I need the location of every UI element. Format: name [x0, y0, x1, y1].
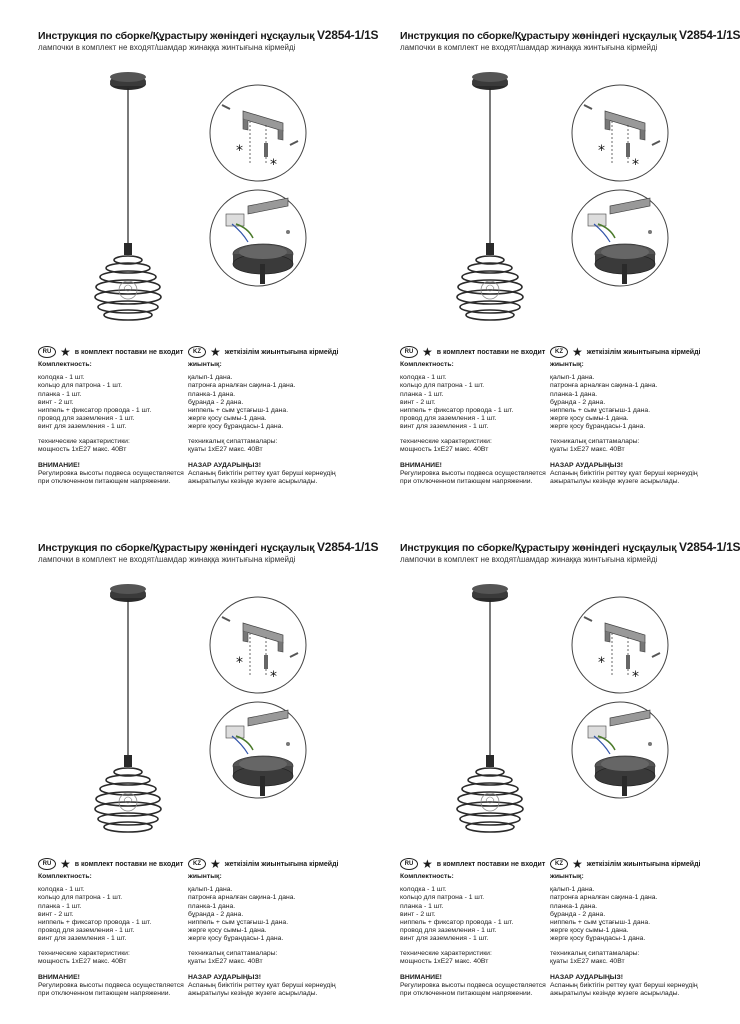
- ru-column: [38, 361, 188, 487]
- svg-text:*: *: [236, 655, 243, 671]
- kz-warning-line: Аспаның биіктігін реттеу қуат беруші кернеудің: [550, 470, 698, 478]
- kz-warning-heading: НАЗАР АУДАРЫҢЫЗ!: [550, 462, 623, 470]
- model-number: V2854-1/1S: [316, 540, 379, 554]
- kz-column: [188, 873, 338, 999]
- ru-specs-heading: технические характеристики:: [38, 949, 130, 957]
- page-title: Инструкция по сборке/Құрастыру жөніндегі нұсқаулық V2854-1/1S: [38, 540, 379, 554]
- ru-warning-heading: ВНИМАНИЕ!: [400, 974, 442, 982]
- ru-column: [400, 361, 550, 487]
- kz-badge: KZ: [188, 858, 206, 870]
- list-item: планка-1 дана.: [550, 902, 598, 910]
- list-item: винт - 2 шт.: [38, 398, 74, 406]
- pendant-lamp-illustration: [445, 68, 535, 323]
- list-item: колодка - 1 шт.: [38, 886, 85, 894]
- page-title: Инструкция по сборке/Құрастыру жөніндегі нұсқаулық V2854-1/1S: [400, 28, 740, 42]
- list-item: винт - 2 шт.: [400, 398, 436, 406]
- star-icon: ★: [572, 345, 583, 359]
- svg-text:*: *: [236, 143, 243, 159]
- ru-warning-line: Регулировка высоты подвеса осуществляется: [38, 982, 184, 990]
- ru-warning-line: при отключенном питающем напряжении.: [400, 990, 533, 998]
- list-item: колодка - 1 шт.: [400, 886, 447, 894]
- kz-warning-line: Аспаның биіктігін реттеу қуат беруші кернеудің: [550, 982, 698, 990]
- ru-specs-heading: технические характеристики:: [400, 437, 492, 445]
- list-item: ниппель + фиксатор провода - 1 шт.: [400, 919, 514, 927]
- kz-note: KZ ★ жеткізілім жиынтығына кірмейді: [188, 858, 339, 870]
- kz-specs-heading: техникалық сипаттамалары:: [188, 949, 278, 957]
- ru-warning-heading: ВНИМАНИЕ!: [400, 462, 442, 470]
- ru-badge: RU: [38, 346, 56, 358]
- ru-note: RU ★ в комплект поставки не входит: [400, 346, 545, 358]
- list-item: жерге қосу сымы-1 дана.: [550, 927, 629, 935]
- kz-specs-heading: техникалық сипаттамалары:: [550, 949, 640, 957]
- mounting-bar-detail: [208, 595, 308, 695]
- list-item: жерге қосу бұрандасы-1 дана.: [550, 935, 646, 943]
- list-item: планка - 1 шт.: [38, 902, 82, 910]
- list-item: винт - 2 шт.: [400, 910, 436, 918]
- list-item: жерге қосу сымы-1 дана.: [188, 415, 267, 423]
- kz-warning-line: Аспаның биіктігін реттеу қуат беруші кернеудің: [188, 470, 336, 478]
- list-item: колодка - 1 шт.: [38, 374, 85, 382]
- list-item: планка-1 дана.: [188, 390, 236, 398]
- list-item: жерге қосу сымы-1 дана.: [188, 927, 267, 935]
- list-item: қалып-1 дана.: [188, 374, 233, 382]
- svg-text:*: *: [270, 669, 277, 685]
- list-item: винт для заземления - 1 шт.: [38, 935, 127, 943]
- model-number: V2854-1/1S: [316, 28, 379, 42]
- list-item: планка - 1 шт.: [400, 390, 444, 398]
- kz-specs-heading: техникалық сипаттамалары:: [550, 437, 640, 445]
- list-item: ниппель + сым ұстағыш-1 дана.: [550, 919, 651, 927]
- kz-heading: жиынтық:: [188, 361, 222, 368]
- ru-warning-line: при отключенном питающем напряжении.: [38, 478, 171, 486]
- ru-badge: RU: [400, 346, 418, 358]
- canopy-wiring-detail: [570, 188, 670, 288]
- list-item: провод для заземления - 1 шт.: [400, 927, 497, 935]
- canopy-wiring-detail: [208, 700, 308, 800]
- kz-specs: қуаты 1хE27 макс. 40Вт: [550, 445, 625, 453]
- list-item: провод для заземления - 1 шт.: [400, 415, 497, 423]
- kz-warning-line: ажыратылуы кезінде жүзеге асырылады.: [188, 990, 318, 998]
- kz-specs: қуаты 1хE27 макс. 40Вт: [188, 957, 263, 965]
- page-subtitle: лампочки в комплект не входят/шамдар жинаққа жинтығына кірмейді: [400, 43, 658, 52]
- star-icon: ★: [422, 345, 433, 359]
- list-item: кольцо для патрона - 1 шт.: [38, 382, 123, 390]
- list-item: провод для заземления - 1 шт.: [38, 927, 135, 935]
- list-item: винт для заземления - 1 шт.: [400, 935, 489, 943]
- mounting-bar-detail: [570, 83, 670, 183]
- kz-warning-line: ажыратылуы кезінде жүзеге асырылады.: [188, 478, 318, 486]
- page-subtitle: лампочки в комплект не входят/шамдар жинаққа жинтығына кірмейді: [38, 43, 296, 52]
- star-icon: ★: [422, 857, 433, 871]
- list-item: винт для заземления - 1 шт.: [38, 423, 127, 431]
- ru-warning-line: Регулировка высоты подвеса осуществляется: [400, 982, 546, 990]
- kz-note: KZ ★ жеткізілім жиынтығына кірмейді: [188, 346, 339, 358]
- kz-specs-heading: техникалық сипаттамалары:: [188, 437, 278, 445]
- canopy-wiring-detail: [208, 188, 308, 288]
- ru-column: [400, 873, 550, 999]
- kz-specs: қуаты 1хE27 макс. 40Вт: [550, 957, 625, 965]
- list-item: ниппель + фиксатор провода - 1 шт.: [38, 919, 152, 927]
- ru-badge: RU: [38, 858, 56, 870]
- list-item: жерге қосу бұрандасы-1 дана.: [188, 935, 284, 943]
- kz-badge: KZ: [188, 346, 206, 358]
- ru-specs-heading: технические характеристики:: [400, 949, 492, 957]
- pendant-lamp-illustration: [83, 580, 173, 835]
- svg-text:*: *: [632, 157, 639, 173]
- list-item: ниппель + сым ұстағыш-1 дана.: [188, 919, 289, 927]
- list-item: патронға арналған сақина-1 дана.: [550, 894, 658, 902]
- star-icon: ★: [60, 857, 71, 871]
- ru-note: RU ★ в комплект поставки не входит: [38, 858, 183, 870]
- pendant-lamp-illustration: [83, 68, 173, 323]
- kz-warning-heading: НАЗАР АУДАРЫҢЫЗ!: [550, 974, 623, 982]
- list-item: қалып-1 дана.: [550, 374, 595, 382]
- svg-text:*: *: [270, 157, 277, 173]
- list-item: патронға арналған сақина-1 дана.: [188, 894, 296, 902]
- ru-heading: Комплектность:: [400, 873, 454, 880]
- kz-warning-heading: НАЗАР АУДАРЫҢЫЗ!: [188, 974, 261, 982]
- kz-note: KZ ★ жеткізілім жиынтығына кірмейді: [550, 346, 701, 358]
- list-item: винт для заземления - 1 шт.: [400, 423, 489, 431]
- list-item: бұранда - 2 дана.: [550, 398, 606, 406]
- model-number: V2854-1/1S: [678, 540, 740, 554]
- instruction-cell-3: [38, 540, 378, 1010]
- ru-warning-line: при отключенном питающем напряжении.: [400, 478, 533, 486]
- ru-warning-line: при отключенном питающем напряжении.: [38, 990, 171, 998]
- list-item: жерге қосу бұрандасы-1 дана.: [550, 423, 646, 431]
- kz-badge: KZ: [550, 346, 568, 358]
- list-item: бұранда - 2 дана.: [188, 398, 244, 406]
- list-item: ниппель + сым ұстағыш-1 дана.: [550, 407, 651, 415]
- kz-warning-line: Аспаның биіктігін реттеу қуат беруші кернеудің: [188, 982, 336, 990]
- instruction-cell-2: [400, 28, 740, 498]
- kz-heading: жиынтық:: [550, 361, 584, 368]
- list-item: патронға арналған сақина-1 дана.: [550, 382, 658, 390]
- list-item: жерге қосу сымы-1 дана.: [550, 415, 629, 423]
- instruction-cell-1: [38, 28, 378, 498]
- kz-note: KZ ★ жеткізілім жиынтығына кірмейді: [550, 858, 701, 870]
- list-item: ниппель + фиксатор провода - 1 шт.: [400, 407, 514, 415]
- ru-specs: мощность 1хE27 макс. 40Вт: [38, 445, 127, 453]
- ru-specs: мощность 1хE27 макс. 40Вт: [400, 957, 489, 965]
- kz-warning-line: ажыратылуы кезінде жүзеге асырылады.: [550, 478, 680, 486]
- list-item: қалып-1 дана.: [188, 886, 233, 894]
- kz-warning-heading: НАЗАР АУДАРЫҢЫЗ!: [188, 462, 261, 470]
- list-item: кольцо для патрона - 1 шт.: [38, 894, 123, 902]
- kz-specs: қуаты 1хE27 макс. 40Вт: [188, 445, 263, 453]
- list-item: кольцо для патрона - 1 шт.: [400, 382, 485, 390]
- kz-column: [550, 361, 700, 487]
- list-item: винт - 2 шт.: [38, 910, 74, 918]
- list-item: планка - 1 шт.: [400, 902, 444, 910]
- list-item: кольцо для патрона - 1 шт.: [400, 894, 485, 902]
- list-item: планка-1 дана.: [550, 390, 598, 398]
- svg-text:*: *: [632, 669, 639, 685]
- mounting-bar-detail: [208, 83, 308, 183]
- kz-column: [550, 873, 700, 999]
- ru-warning-line: Регулировка высоты подвеса осуществляется: [38, 470, 184, 478]
- ru-warning-heading: ВНИМАНИЕ!: [38, 974, 80, 982]
- kz-heading: жиынтық:: [188, 873, 222, 880]
- kz-column: [188, 361, 338, 487]
- kz-warning-line: ажыратылуы кезінде жүзеге асырылады.: [550, 990, 680, 998]
- ru-warning-line: Регулировка высоты подвеса осуществляется: [400, 470, 546, 478]
- list-item: планка-1 дана.: [188, 902, 236, 910]
- ru-specs: мощность 1хE27 макс. 40Вт: [400, 445, 489, 453]
- star-icon: ★: [210, 345, 221, 359]
- ru-heading: Комплектность:: [38, 361, 92, 368]
- model-number: V2854-1/1S: [678, 28, 740, 42]
- ru-heading: Комплектность:: [38, 873, 92, 880]
- list-item: жерге қосу бұрандасы-1 дана.: [188, 423, 284, 431]
- ru-column: [38, 873, 188, 999]
- list-item: провод для заземления - 1 шт.: [38, 415, 135, 423]
- star-icon: ★: [572, 857, 583, 871]
- list-item: патронға арналған сақина-1 дана.: [188, 382, 296, 390]
- list-item: ниппель + фиксатор провода - 1 шт.: [38, 407, 152, 415]
- star-icon: ★: [210, 857, 221, 871]
- list-item: бұранда - 2 дана.: [550, 910, 606, 918]
- svg-text:*: *: [598, 655, 605, 671]
- canopy-wiring-detail: [570, 700, 670, 800]
- instruction-cell-4: [400, 540, 740, 1010]
- ru-specs-heading: технические характеристики:: [38, 437, 130, 445]
- list-item: бұранда - 2 дана.: [188, 910, 244, 918]
- ru-note: RU ★ в комплект поставки не входит: [400, 858, 545, 870]
- page-subtitle: лампочки в комплект не входят/шамдар жинаққа жинтығына кірмейді: [38, 555, 296, 564]
- pendant-lamp-illustration: [445, 580, 535, 835]
- svg-text:*: *: [598, 143, 605, 159]
- kz-heading: жиынтық:: [550, 873, 584, 880]
- star-icon: ★: [60, 345, 71, 359]
- list-item: ниппель + сым ұстағыш-1 дана.: [188, 407, 289, 415]
- ru-badge: RU: [400, 858, 418, 870]
- page-title: Инструкция по сборке/Құрастыру жөніндегі нұсқаулық V2854-1/1S: [38, 28, 379, 42]
- mounting-bar-detail: [570, 595, 670, 695]
- ru-note: RU ★ в комплект поставки не входит: [38, 346, 183, 358]
- ru-heading: Комплектность:: [400, 361, 454, 368]
- list-item: планка - 1 шт.: [38, 390, 82, 398]
- list-item: қалып-1 дана.: [550, 886, 595, 894]
- list-item: колодка - 1 шт.: [400, 374, 447, 382]
- page-subtitle: лампочки в комплект не входят/шамдар жинаққа жинтығына кірмейді: [400, 555, 658, 564]
- ru-warning-heading: ВНИМАНИЕ!: [38, 462, 80, 470]
- ru-specs: мощность 1хE27 макс. 40Вт: [38, 957, 127, 965]
- kz-badge: KZ: [550, 858, 568, 870]
- page-title: Инструкция по сборке/Құрастыру жөніндегі нұсқаулық V2854-1/1S: [400, 540, 740, 554]
